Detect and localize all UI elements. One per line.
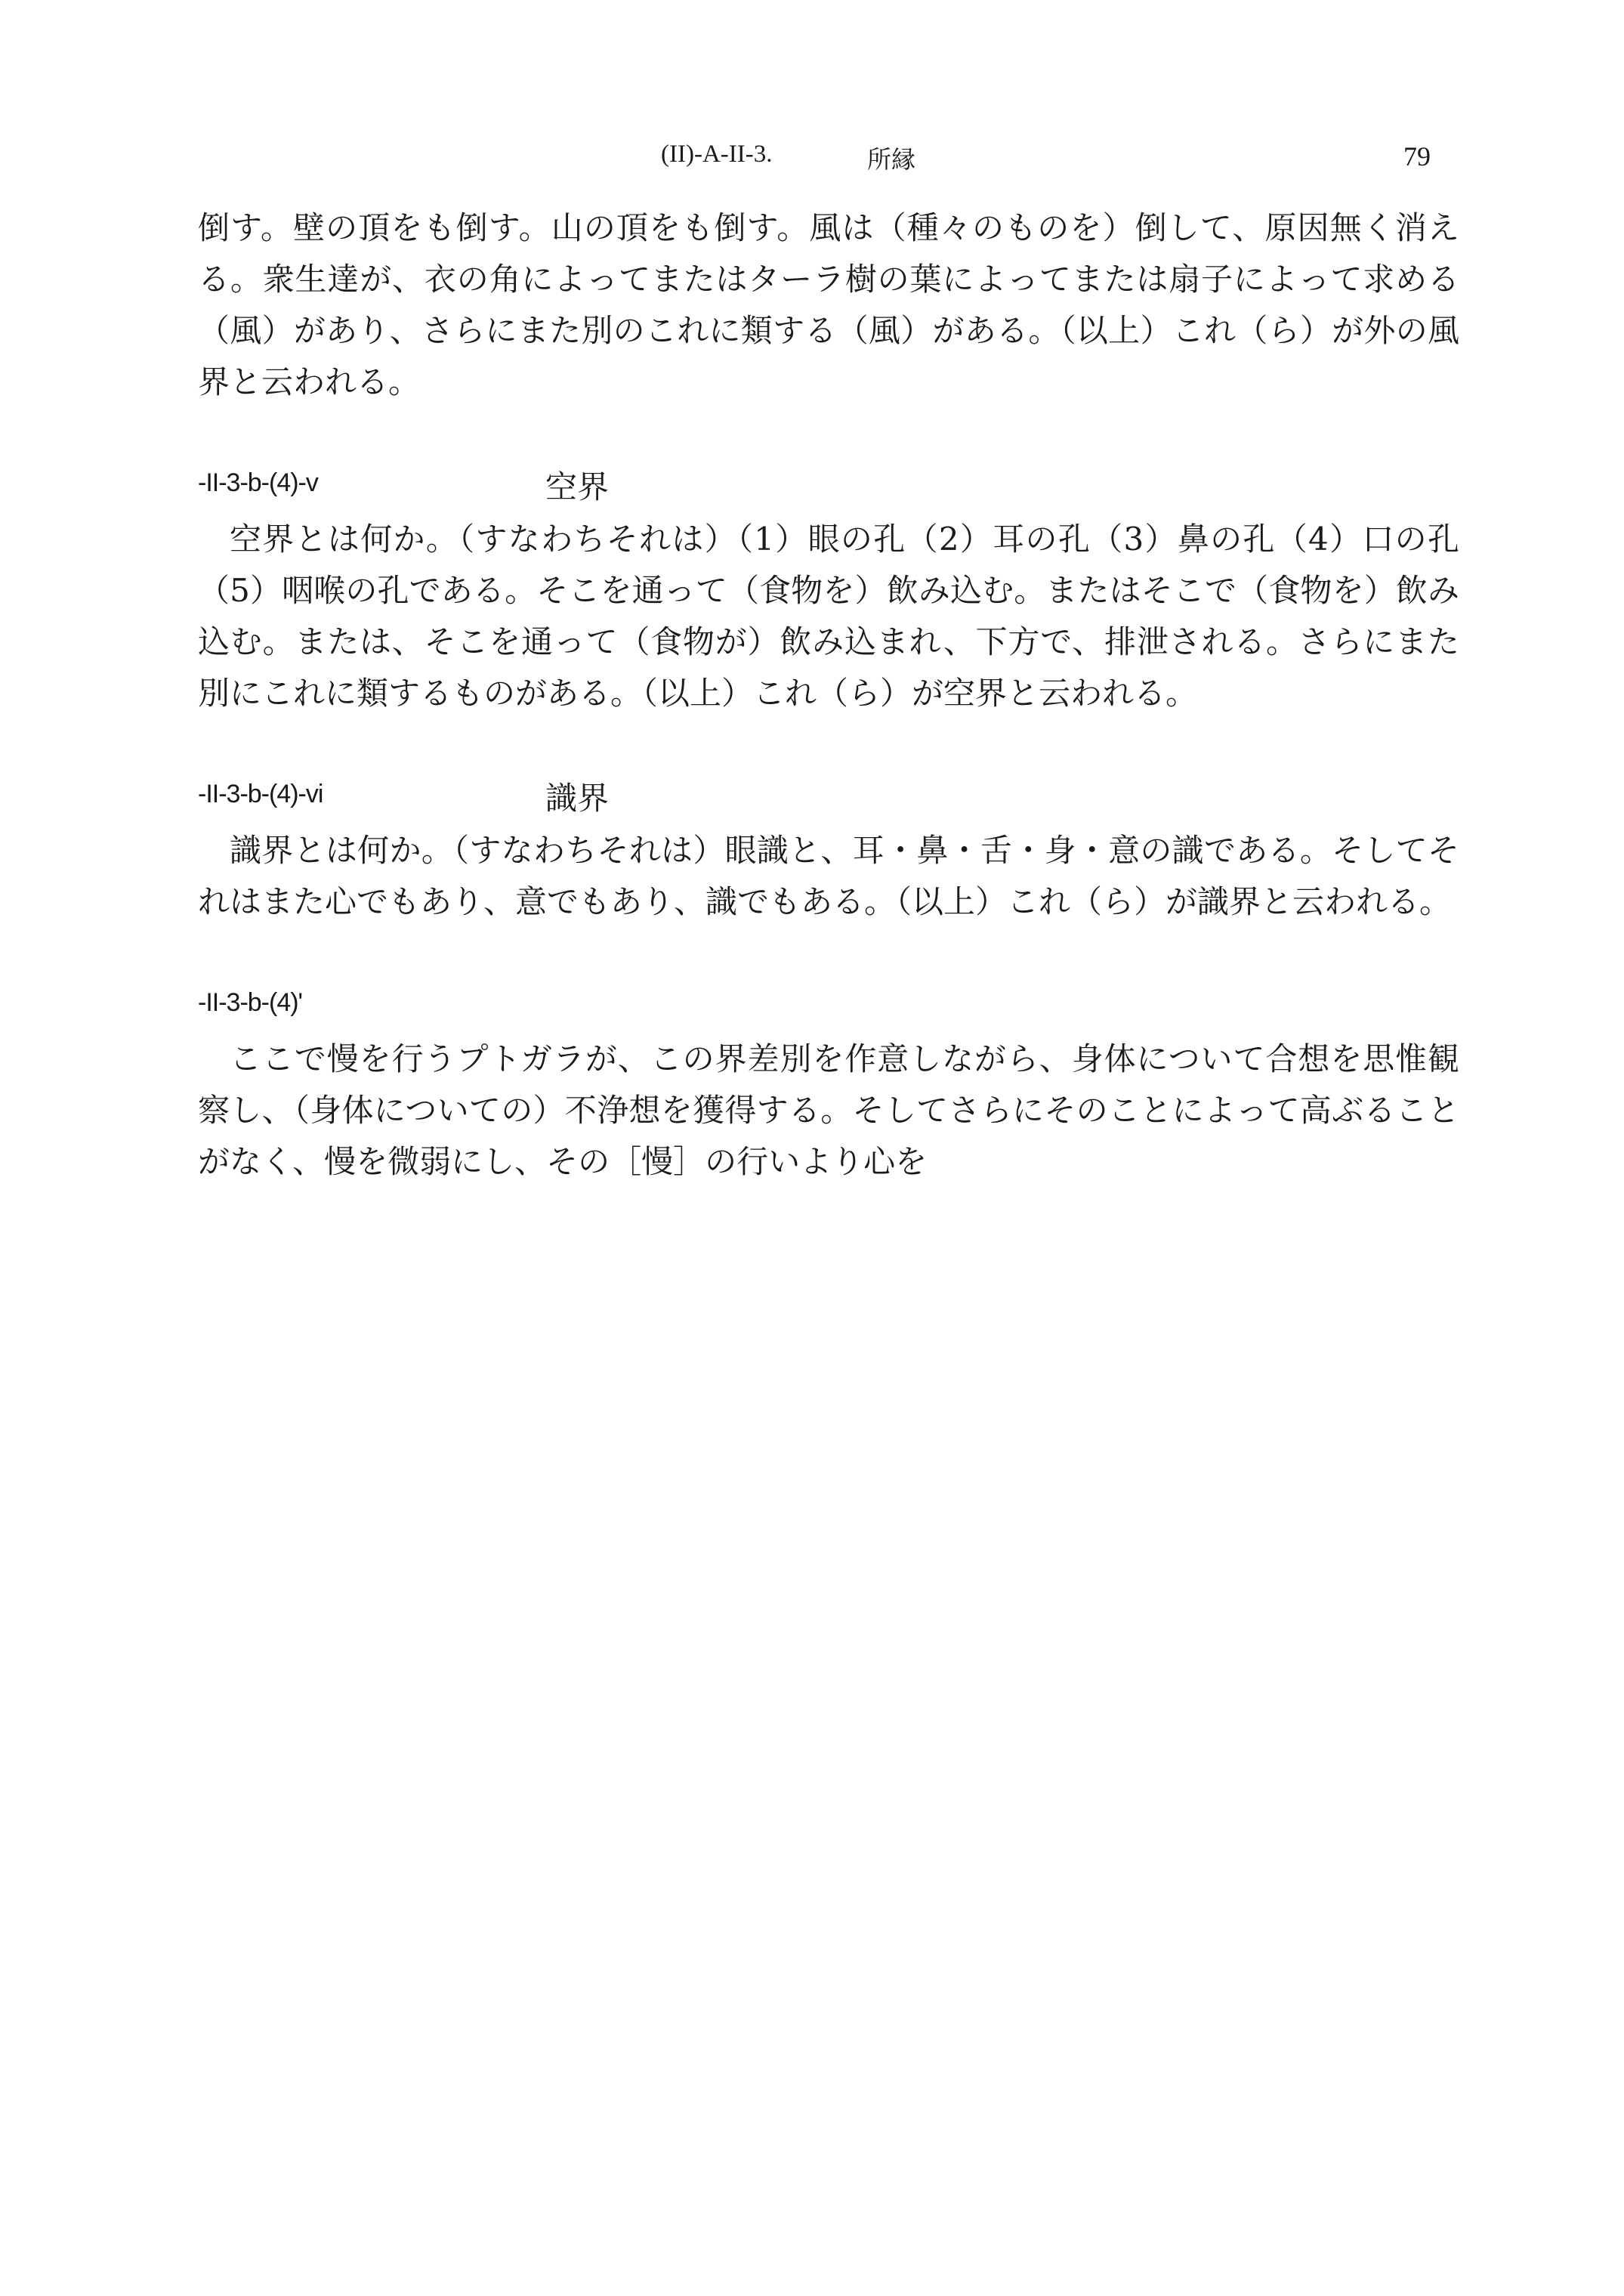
section-space-element <box>198 462 1459 719</box>
section-heading <box>198 774 1459 825</box>
page-number: 79 <box>1403 141 1431 172</box>
section-paragraph: 空界とは何か。（すなわちそれは）（1）眼の孔（2）耳の孔（3）鼻の孔（4）口の孔（5）咽喉の孔である。そこを通って（食物を）飲み込む。またはそこで（食物を）飲み込む。または、そこを通って（食物が）飲み込まれ、下方で、排泄される。さらにまた別にこれに類するものがある。（以上）これ（ら）が空界と云われる。 <box>198 521 1459 712</box>
section-title: 空界 <box>545 468 610 505</box>
paragraph-continuation: 倒す。壁の頂をも倒す。山の頂をも倒す。風は（種々のものを）倒して、原因無く消える。衆生達が、衣の角によってまたはターラ樹の葉によってまたは扇子によって求める（風）があり、さらにまた別のこれに類する（風）がある。（以上）これ（ら）が外の風界と云われる。 <box>198 209 1459 400</box>
running-header <box>0 141 1624 178</box>
section-code: -II-3-b-(4)-v <box>198 468 318 497</box>
section-heading <box>198 982 1459 1034</box>
page-body <box>198 202 1459 1188</box>
section-consciousness-element <box>198 774 1459 928</box>
section-title: 識界 <box>545 780 610 817</box>
section-code: -II-3-b-(4)' <box>198 988 303 1017</box>
section-conclusion <box>198 982 1459 1188</box>
section-paragraph: ここで慢を行うプトガラが、この界差別を作意しながら、身体について合想を思惟観察し、（身体についての）不浄想を獲得する。そしてさらにそのことによって高ぶることがなく、慢を微弱にし、その［慢］の行いより心を <box>198 1040 1459 1180</box>
section-paragraph: 識界とは何か。（すなわちそれは）眼識と、耳・鼻・舌・身・意の識である。そしてそれはまた心でもあり、意でもあり、識でもある。（以上）これ（ら）が識界と云われる。 <box>198 832 1459 920</box>
section-heading <box>198 462 1459 514</box>
header-section-name: 所縁 <box>867 145 916 174</box>
header-section-code: (II)-A-II-3. <box>661 141 773 168</box>
section-code: -II-3-b-(4)-vi <box>198 780 323 808</box>
